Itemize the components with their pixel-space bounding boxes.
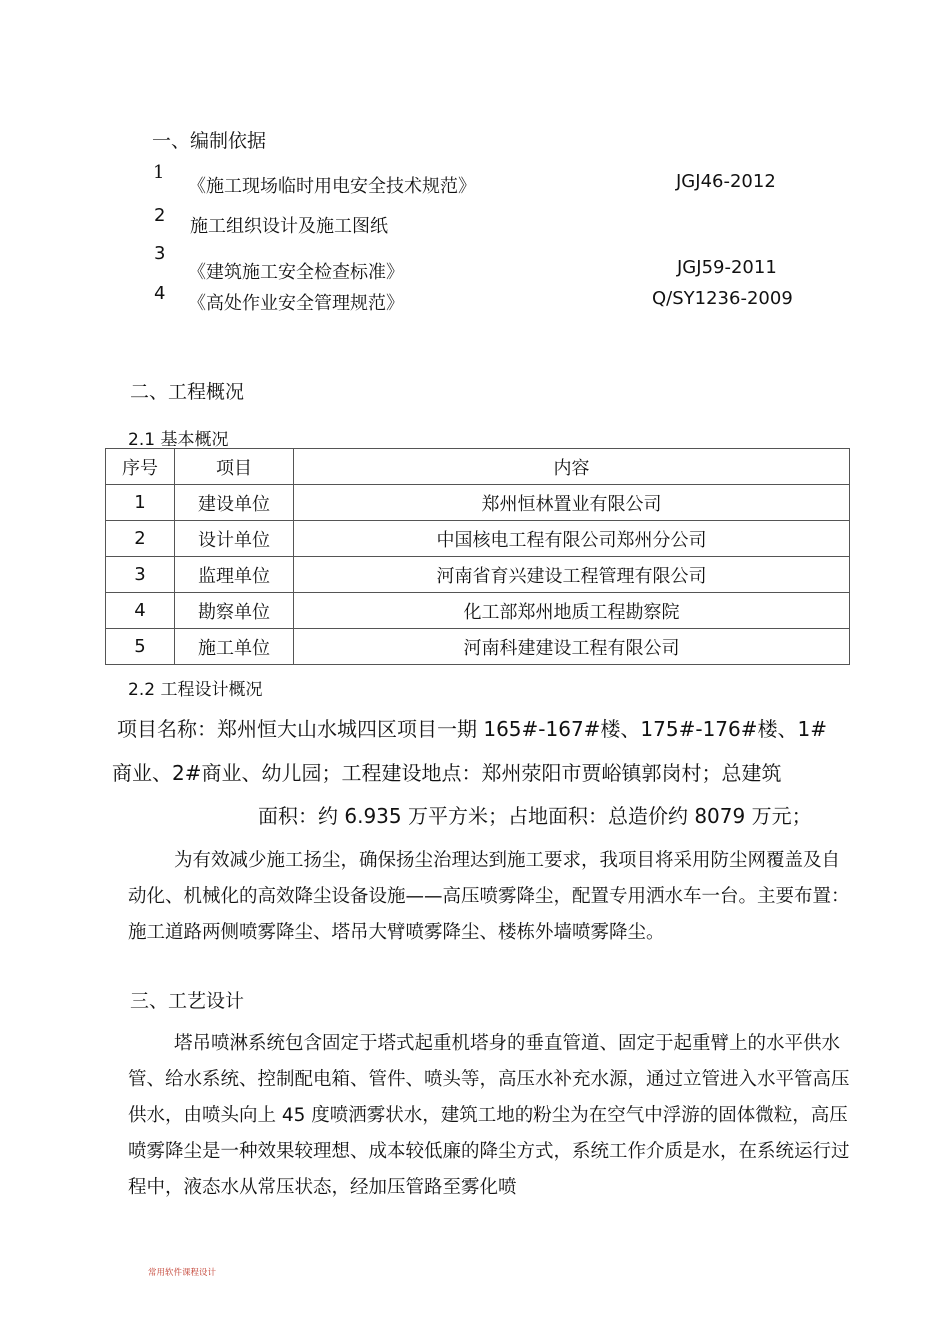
table-cell: 河南科建建设工程有限公司 [294,629,850,665]
table-cell: 施工单位 [175,629,294,665]
basic-info-table [105,448,850,665]
ref-title: 《建筑施工安全检查标准》 [188,262,404,283]
ref-code: Q/SY1236-2009 [652,288,793,309]
table-row [106,629,850,665]
section1-title: 一、编制依据 [152,130,267,152]
project-line: 项目名称：郑州恒大山水城四区项目一期 165#-167#楼、175#-176#楼、1# [117,717,827,741]
section2-title: 二、工程概况 [130,381,245,403]
table-cell: 1 [106,485,175,521]
table-cell: 监理单位 [175,557,294,593]
ref-num: 3 [154,243,166,264]
ref-code: JGJ46-2012 [676,171,776,192]
ref-title: 《高处作业安全管理规范》 [188,293,404,314]
table-cell: 2 [106,521,175,557]
table-row [106,485,850,521]
table-cell: 河南省育兴建设工程管理有限公司 [294,557,850,593]
process-paragraph: 塔吊喷淋系统包含固定于塔式起重机塔身的垂直管道、固定于起重臂上的水平供水管、给水系统、控制配电箱、管件、喷头等，高压水补充水源，通过立管进入水平管高压供水，由喷头向上 45 度喷洒雾状水，建筑工地的粉尘为在空气中浮游的固体微粒，高压喷雾降尘是一种效果较理想、成本较低廉的降尘方式，系统工作介质是水，在系统运行过程中，液态水从常压状态，经加压管路至雾化喷 [128,1033,850,1198]
table-row [106,521,850,557]
table-header-row [106,449,850,485]
table-cell: 设计单位 [175,521,294,557]
ref-title: 施工组织设计及施工图纸 [190,216,388,237]
table-cell: 化工部郑州地质工程勘察院 [294,593,850,629]
table-cell: 4 [106,593,175,629]
table-cell: 中国核电工程有限公司郑州分公司 [294,521,850,557]
subsection-title: 2.2 工程设计概况 [128,680,263,700]
table-cell: 建设单位 [175,485,294,521]
ref-num: 1 [153,162,165,183]
ref-title: 《施工现场临时用电安全技术规范》 [188,176,476,197]
table-header: 内容 [294,449,850,485]
table-cell: 郑州恒林置业有限公司 [294,485,850,521]
ref-code: JGJ59-2011 [677,257,777,278]
dust-control-paragraph: 为有效减少施工扬尘，确保扬尘治理达到施工要求，我项目将采用防尘网覆盖及自动化、机械化的高效降尘设备设施——高压喷雾降尘，配置专用洒水车一台。主要布置：施工道路两侧喷雾降尘、塔吊大臂喷雾降尘、楼栋外墙喷雾降尘。 [128,850,850,943]
ref-num: 2 [154,205,166,226]
project-line: 面积：约 6.935 万平方米；占地面积：总造价约 8079 万元； [258,804,812,828]
section3-title: 三、工艺设计 [130,990,245,1012]
table-cell: 勘察单位 [175,593,294,629]
table-header: 序号 [106,449,175,485]
table-header: 项目 [175,449,294,485]
ref-num: 4 [154,283,166,304]
table-row [106,593,850,629]
footer-note: 常用软件课程设计 [148,1268,217,1278]
project-line: 商业、2#商业、幼儿园；工程建设地点：郑州荥阳市贾峪镇郭岗村；总建筑 [112,761,782,785]
table-row [106,557,850,593]
subsection-title: 2.1 基本概况 [128,430,229,450]
table-cell: 5 [106,629,175,665]
table-cell: 3 [106,557,175,593]
